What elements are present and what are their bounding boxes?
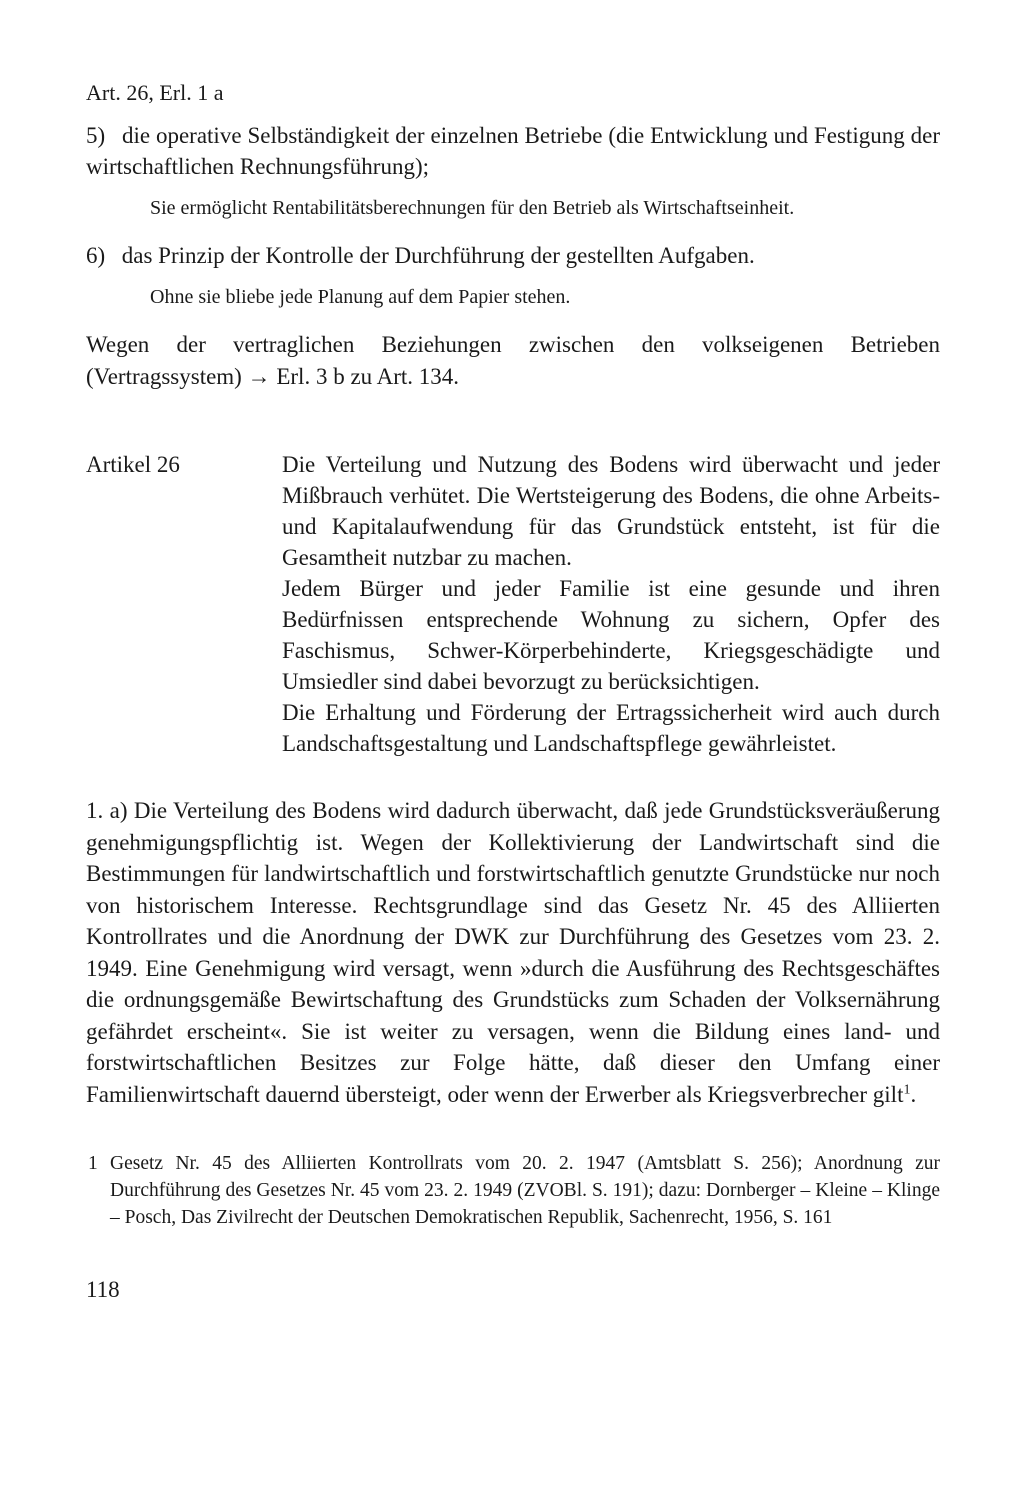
list-item-note: Sie ermöglicht Rentabilitätsberechnungen für den Betrieb als Wirtschaftseinheit. <box>150 197 795 219</box>
list-item-6 <box>86 240 940 271</box>
commentary-paragraph <box>86 795 940 1110</box>
article-label: Artikel 26 <box>86 452 180 477</box>
footnote-number: 1 <box>88 1153 98 1174</box>
commentary-end: . <box>910 1081 917 1107</box>
list-item-note: Ohne sie bliebe jede Planung auf dem Papier stehen. <box>150 286 571 308</box>
cross-reference-paragraph: Wegen der vertraglichen Beziehungen zwischen den volkseigenen Betrieben (Vertragssystem) → Erl. 3 b zu Art. 134. <box>86 332 940 389</box>
page-number: 118 <box>86 1277 120 1302</box>
list-item-text: die operative Selbständigkeit der einzelnen Betriebe (die Entwicklung und Festigung der wirtschaftlichen Rechnungsführung); <box>86 123 941 179</box>
footnote-text: Gesetz Nr. 45 des Alliierten Kontrollrats vom 20. 2. 1947 (Amtsblatt S. 256); Anordnung zur Durchführung des Gesetzes Nr. 45 vom 23. 2. 1949 (ZVOBl. S. 191); dazu: Dornberger – Kleine – Klinge – Posch, Das Zivilrecht der Deutschen Demokratischen Republik, Sachenrecht, 1956, S. 161 <box>110 1153 940 1228</box>
article-body <box>282 449 940 759</box>
article-block <box>86 449 940 759</box>
document-page <box>86 78 940 1305</box>
article-paragraph: Die Erhaltung und Förderung der Ertragssicherheit wird auch durch Landschaftsgestaltung und Landschaftspflege gewährleistet. <box>282 700 940 756</box>
list-item-5 <box>86 120 940 182</box>
commentary-text: 1. a) Die Verteilung des Bodens wird dadurch überwacht, daß jede Grundstücksveräußerung genehmigungspflichtig ist. Wegen der Kollektivierung der Landwirtschaft sind die Bestimmungen für landwirtschaftlich und forstwirtschaftlich genutzte Grundstücke nur noch von historischem Interesse. Rechtsgrundlage sind das Gesetz Nr. 45 des Alliierten Kontrollrates und die Anordnung der DWK zur Durchführung des Gesetzes vom 23. 2. 1949. Eine Genehmigung wird versagt, wenn »durch die Ausführung des Rechtsgeschäftes die ordnungsgemäße Bewirtschaftung des Grundstücks zum Schaden der Volksernährung gefährdet erscheint«. Sie ist weiter zu versagen, wenn die Bildung eines land- und forstwirtschaftlichen Besitzes zur Folge hätte, daß dieser den Umfang einer Familienwirtschaft dauernd übersteigt, oder wenn der Erwerber als Kriegsverbrecher gilt <box>86 798 940 1107</box>
footnote <box>86 1150 940 1231</box>
list-item-number: 6) <box>86 243 106 268</box>
footnote-reference[interactable]: 1 <box>903 1081 911 1097</box>
list-item-text: das Prinzip der Kontrolle der Durchführung der gestellten Aufgaben. <box>121 243 755 268</box>
list-item-number: 5) <box>86 123 106 148</box>
article-paragraph: Jedem Bürger und jeder Familie ist eine gesunde und ihren Bedürfnissen entsprechende Wohnung zu sichern, Opfer des Faschismus, Schwer-Körperbehinderte, Kriegsgeschädigte und Umsiedler sind dabei bevorzugt zu berücksichtigen. <box>282 576 940 694</box>
article-paragraph: Die Verteilung und Nutzung des Bodens wird überwacht und jeder Mißbrauch verhütet. Die Wertsteigerung des Bodens, die ohne Arbeits- und Kapitalaufwendung für das Grundstück entsteht, ist für die Gesamtheit nutzbar zu machen. <box>282 452 940 570</box>
running-head: Art. 26, Erl. 1 a <box>86 80 224 105</box>
